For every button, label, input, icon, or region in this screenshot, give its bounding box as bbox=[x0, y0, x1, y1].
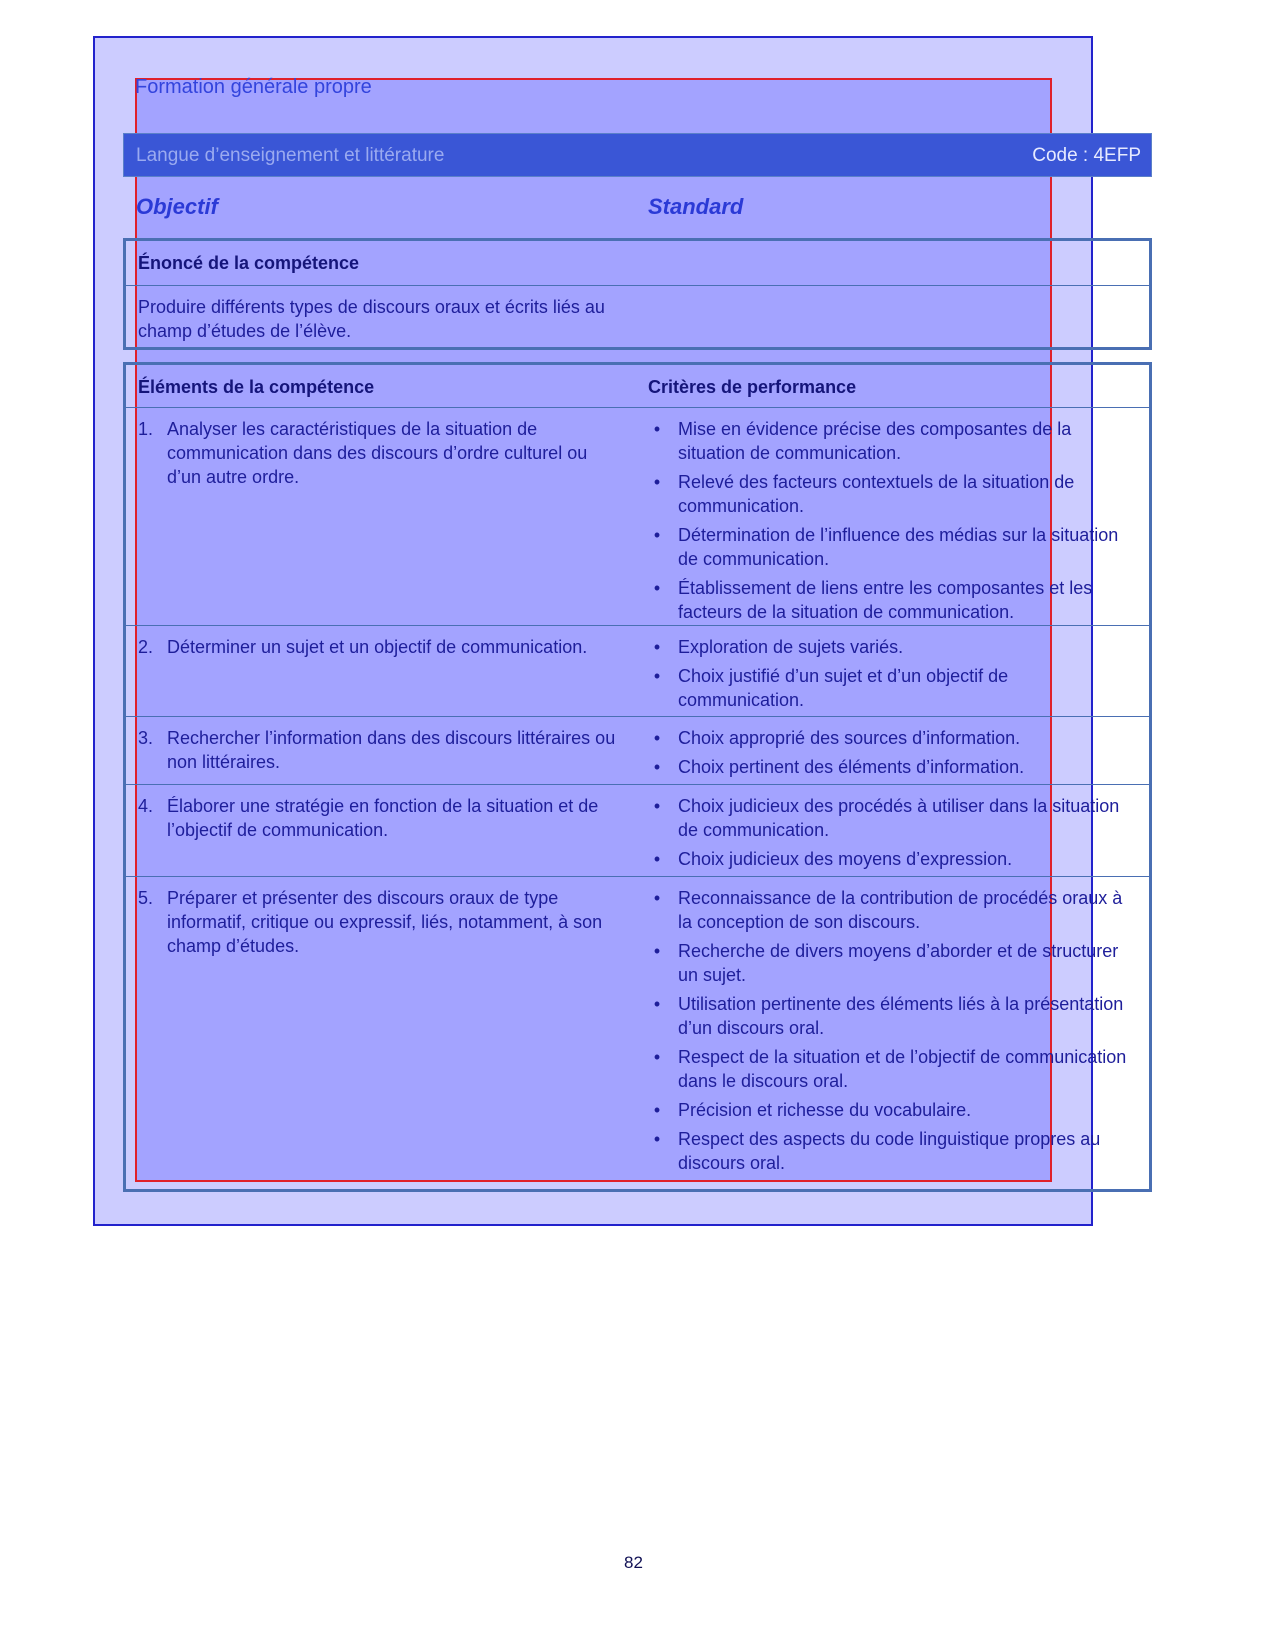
criteria-list-2 bbox=[648, 635, 1138, 717]
criterion-item: • Reconnaissance de la contribution de procédés oraux à la conception de son discours. bbox=[648, 886, 1138, 934]
criterion-item: • Utilisation pertinente des éléments liés à la présentation d’un discours oral. bbox=[648, 992, 1138, 1040]
criterion-item: • Précision et richesse du vocabulaire. bbox=[648, 1098, 1138, 1122]
divider bbox=[126, 716, 1149, 717]
element-number: 2. bbox=[138, 637, 154, 657]
course-name: Langue d’enseignement et littérature bbox=[136, 145, 445, 166]
criterion-item: • Choix judicieux des moyens d’expression. bbox=[648, 847, 1138, 871]
bullet-icon: • bbox=[653, 757, 661, 777]
bullet-icon: • bbox=[653, 1047, 661, 1067]
divider bbox=[126, 285, 1149, 286]
element-text: Rechercher l’information dans des discours littéraires ou non littéraires. bbox=[167, 728, 616, 772]
bullet-icon: • bbox=[653, 525, 661, 545]
element-number: 4. bbox=[138, 796, 154, 816]
element-number: 3. bbox=[138, 728, 154, 748]
enonce-text: Produire différents types de discours oraux et écrits liés au champ d’études de l’élève. bbox=[138, 297, 605, 341]
enonce-label: Énoncé de la compétence bbox=[138, 253, 360, 273]
criterion-item: • Mise en évidence précise des composantes de la situation de communication. bbox=[648, 417, 1138, 465]
criterion-item: • Relevé des facteurs contextuels de la situation de communication. bbox=[648, 470, 1138, 518]
criterion-item: • Respect des aspects du code linguistique propres au discours oral. bbox=[648, 1127, 1138, 1175]
section-title: Formation générale propre bbox=[135, 76, 372, 98]
criterion-item: • Exploration de sujets variés. bbox=[648, 635, 1138, 659]
criteria-list-5 bbox=[648, 886, 1138, 1180]
element-text: Préparer et présenter des discours oraux de type informatif, critique ou expressif, liés, notamment, à son champ d’études. bbox=[167, 888, 603, 956]
bullet-icon: • bbox=[653, 419, 661, 439]
bullet-icon: • bbox=[653, 941, 661, 961]
criterion-item: • Choix approprié des sources d’information. bbox=[648, 726, 1138, 750]
bullet-icon: • bbox=[653, 888, 661, 908]
divider bbox=[126, 407, 1149, 408]
criterion-item: • Choix pertinent des éléments d’information. bbox=[648, 755, 1138, 779]
criterion-item: • Recherche de divers moyens d’aborder et de structurer un sujet. bbox=[648, 939, 1138, 987]
element-row-1 bbox=[138, 417, 618, 489]
course-title-bar bbox=[123, 133, 1152, 177]
elements-table bbox=[123, 362, 1152, 1192]
bullet-icon: • bbox=[653, 578, 661, 598]
bullet-icon: • bbox=[653, 849, 661, 869]
bullet-icon: • bbox=[653, 1129, 661, 1149]
criterion-item: • Choix judicieux des procédés à utiliser dans la situation de communication. bbox=[648, 794, 1138, 842]
bullet-icon: • bbox=[653, 796, 661, 816]
criterion-item: • Respect de la situation et de l’objectif de communication dans le discours oral. bbox=[648, 1045, 1138, 1093]
bullet-icon: • bbox=[653, 1100, 661, 1120]
criterion-item: • Choix justifié d’un sujet et d’un objectif de communication. bbox=[648, 664, 1138, 712]
criterion-item: • Détermination de l’influence des médias sur la situation de communication. bbox=[648, 523, 1138, 571]
element-text: Élaborer une stratégie en fonction de la situation et de l’objectif de communication. bbox=[167, 796, 599, 840]
criterion-item: • Établissement de liens entre les composantes et les facteurs de la situation de communication. bbox=[648, 576, 1138, 624]
heading-objectif: Objectif bbox=[136, 194, 218, 219]
element-number: 5. bbox=[138, 888, 154, 908]
element-row-5 bbox=[138, 886, 618, 958]
divider bbox=[126, 784, 1149, 785]
element-row-2 bbox=[138, 635, 618, 659]
element-row-4 bbox=[138, 794, 618, 842]
bullet-icon: • bbox=[653, 728, 661, 748]
element-row-3 bbox=[138, 726, 618, 774]
bullet-icon: • bbox=[653, 666, 661, 686]
element-number: 1. bbox=[138, 419, 154, 439]
heading-standard: Standard bbox=[648, 194, 744, 219]
criteria-list-1 bbox=[648, 417, 1138, 629]
bullet-icon: • bbox=[653, 472, 661, 492]
element-text: Analyser les caractéristiques de la situation de communication dans des discours d’ordre culturel ou d’un autre ordre. bbox=[167, 419, 588, 487]
col-header-criteres: Critères de performance bbox=[648, 377, 857, 397]
criteria-list-3 bbox=[648, 726, 1138, 784]
criteria-list-4 bbox=[648, 794, 1138, 876]
element-text: Déterminer un sujet et un objectif de communication. bbox=[167, 637, 588, 657]
col-header-elements: Éléments de la compétence bbox=[138, 377, 375, 397]
divider bbox=[126, 876, 1149, 877]
divider bbox=[126, 625, 1149, 626]
bullet-icon: • bbox=[653, 994, 661, 1014]
enonce-box bbox=[123, 238, 1152, 350]
bullet-icon: • bbox=[653, 637, 661, 657]
course-code: Code : 4EFP bbox=[1032, 145, 1141, 166]
page-number: 82 bbox=[624, 1553, 643, 1572]
